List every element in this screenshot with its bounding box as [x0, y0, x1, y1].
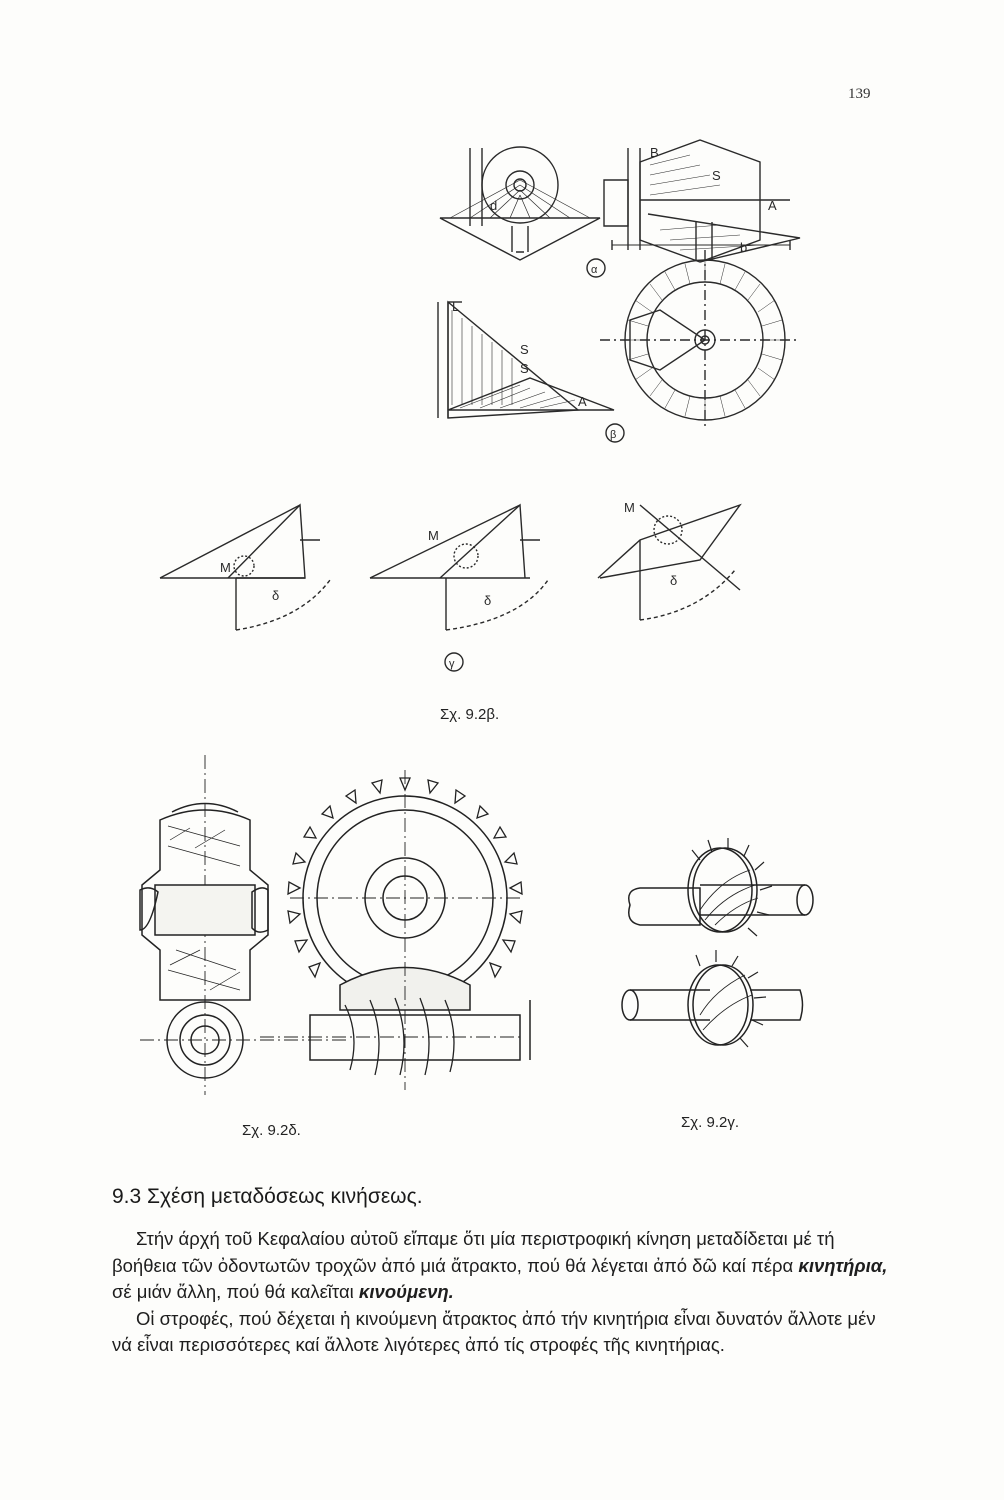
label-M-2: M: [428, 528, 439, 543]
caption-fig-9-2d: Σχ. 9.2δ.: [242, 1122, 301, 1139]
label-S-a: S: [712, 168, 721, 183]
label-B: B: [650, 145, 659, 160]
section-body: [112, 1226, 892, 1359]
label-M-1: M: [220, 560, 231, 575]
label-gamma: γ: [449, 658, 455, 670]
label-beta: β: [610, 429, 617, 441]
label-M-3: M: [624, 500, 635, 515]
label-A-b: A: [578, 394, 587, 409]
paragraph-1-text-b: σέ μιάν ἄλλη, πού θά καλεῖται: [112, 1281, 359, 1302]
label-S-b2: S: [520, 361, 529, 376]
label-delta-3: δ: [670, 573, 678, 588]
caption-fig-9-2b: Σχ. 9.2β.: [440, 706, 500, 723]
caption-fig-9-2g: Σχ. 9.2γ.: [681, 1114, 740, 1131]
label-d: d: [490, 198, 498, 213]
label-S-b1: S: [520, 342, 529, 357]
label-A-a: A: [768, 198, 777, 213]
worm-wheel-assembly: [260, 770, 530, 1090]
page-number: 139: [848, 86, 871, 102]
paragraph-1: [112, 1226, 892, 1306]
worm-wheel-section: [140, 755, 350, 1095]
term-driven: κινούμενη.: [358, 1281, 454, 1302]
paragraph-2: Οἱ στροφές, πού δέχεται ἡ κινούμενη ἄτρακτος ἀπό τήν κινητήρια εἶναι δυνατόν ἄλλοτε μέν νά εἶναι περισσότερες καί ἄλλοτε λιγότερες ἀπό τίς στροφές τῆς κινητήριας.: [112, 1307, 876, 1355]
label-delta-2: δ: [484, 593, 492, 608]
label-delta-1: δ: [272, 588, 280, 603]
label-b: b: [740, 240, 748, 255]
section-heading: 9.3 Σχέση μεταδόσεως κινήσεως.: [112, 1185, 423, 1208]
label-L: L: [452, 299, 460, 314]
label-alpha: α: [591, 264, 598, 276]
crossed-helical-gears: [622, 838, 813, 1047]
paragraph-1-text-a: Στήν άρχή τοῦ Κεφαλαίου αὐτοῦ εἴπαμε ὅτι μία περιστροφική κίνηση μεταδίδεται μέ τή βοήθεια τῶν ὀδοντωτῶν τροχῶν ἀπό μιά ἄτρακτο, πού θά λέγεται ἀπό δῶ καί πέρα: [112, 1228, 835, 1276]
term-driver: κινητήρια,: [798, 1254, 888, 1276]
